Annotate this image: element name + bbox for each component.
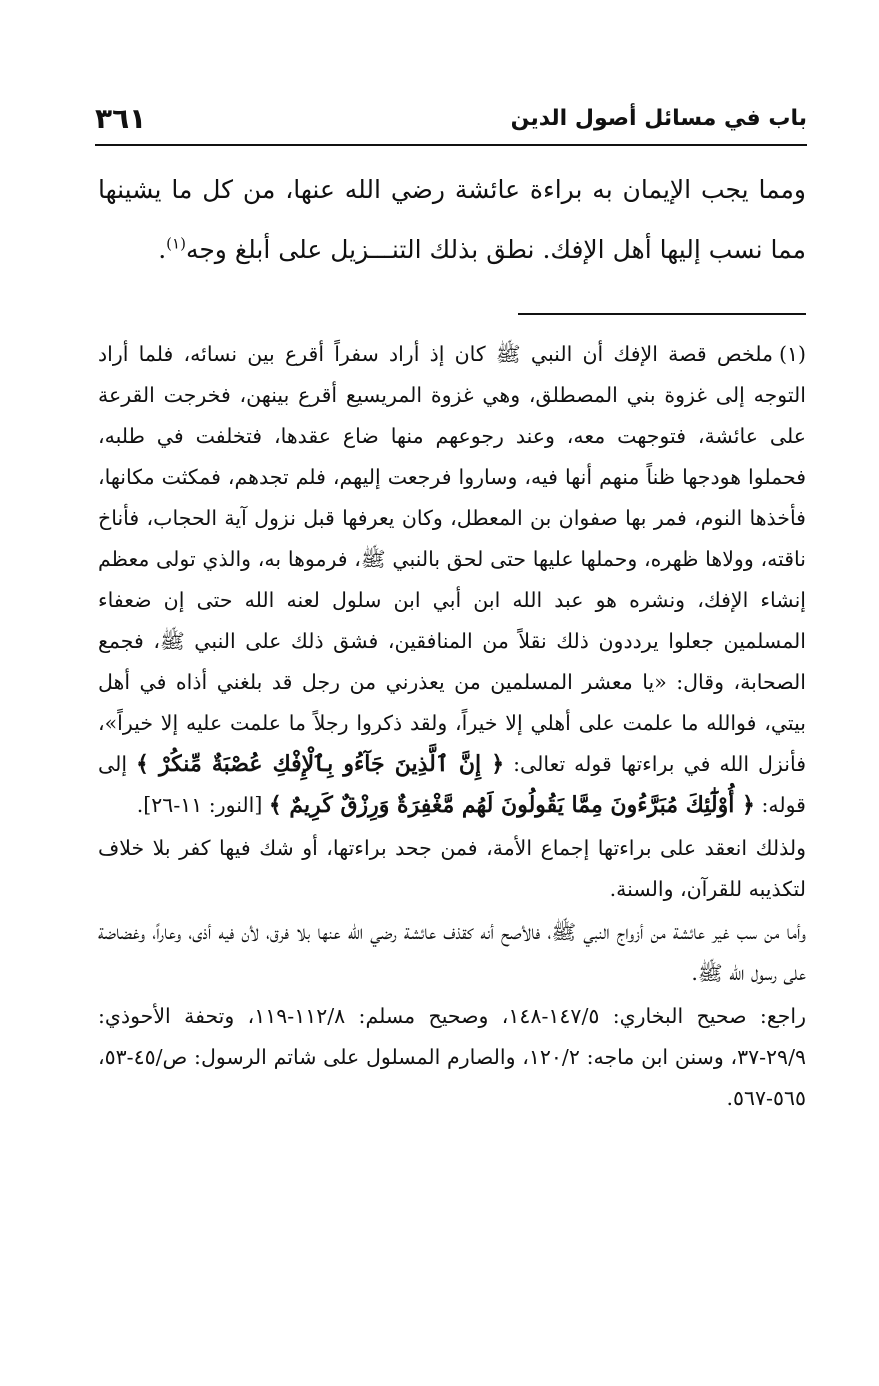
footnote-paragraph-2: ولذلك انعقد على براءتها إجماع الأمة، فمن جحد براءتها، أو شك فيها كفر بلا خلاف لتكذيبه للقرآن، والسنة. — [98, 836, 806, 901]
quran-verse-2: ﴿ أُوْلَٰٓئِكَ مُبَرَّءُونَ مِمَّا يَقُولُونَ لَهُم مَّغْفِرَةٌ وَرِزْقٌ كَرِيمٌ ﴾ — [268, 792, 755, 818]
chapter-title: باب في مسائل أصول الدين — [510, 106, 807, 131]
footnote-references: راجع: صحيح البخاري: ١٤٧/٥-١٤٨، وصحيح مسلم: ١١٢/٨-١١٩، وتحفة الأحوذي: ٢٩/٩-٣٧، وسنن ابن ماجه: ١٢٠/٢، والصارم المسلول على شاتم الرسول: ص/٤٥-٥٣، ٥٦٥-٥٦٧. — [98, 1004, 807, 1110]
footnote-number: (١) — [778, 342, 806, 366]
footnote-section — [98, 334, 806, 1119]
footnote-divider — [518, 313, 806, 315]
footnote-reference: (١) — [166, 234, 186, 253]
quran-citation: [النور: ١١-٢٦]. — [136, 793, 263, 817]
main-text — [98, 160, 806, 280]
header-divider — [95, 144, 807, 146]
main-paragraph-text: ومما يجب الإيمان به براءة عائشة رضي الله عنها، من كل ما يشينها مما نسب إليها أهل الإفك. نطق بذلك التنـــزيل على أبلغ وجه — [98, 175, 806, 264]
main-paragraph: ومما يجب الإيمان به براءة عائشة رضي الله عنها، من كل ما يشينها مما نسب إليها أهل الإفك. نطق بذلك التنـــزيل على أبلغ وجه$^{(١)}$. — [98, 175, 806, 264]
footnote-paragraph-1 — [98, 334, 806, 826]
page-number: ٣٦١ — [95, 102, 147, 135]
footnote-paragraph-3: وأما من سب غير عائشة من أزواج النبي ﷺ، فالأصح أنه كقذف عائشة رضي الله عنها بلا فرق، لأن فيه أذى، وعاراً، وغضاضة على رسول الله ﷺ. — [98, 920, 806, 985]
running-header — [95, 96, 807, 142]
quran-verse-1: ﴿ إِنَّ ٱلَّذِينَ جَآءُو بِٱلْإِفْكِ عُصْبَةٌ مِّنكُرْ ﴾ — [136, 751, 505, 777]
footnote-connector: إلى قوله: — [98, 752, 806, 817]
footnote-story-text: ملخص قصة الإفك أن النبي ﷺ كان إذ أراد سفراً أقرع بين نسائه، فلما أراد التوجه إلى غزوة بني المصطلق، وهي غزوة المريسيع أقرع بينهن، فخرجت القرعة على عائشة، فتوجهت معه، وعند رجوعهم منها ضاع عقدها، فتخلفت في طلبه، فحملوا هودجها ظناً منهم أنها فيه، وساروا فرجعت إليهم، فلم تجدهم، فمكثت مكانها، فأخذها النوم، فمر بها صفوان بن المعطل، وكان يعرفها قبل نزول آية الحجاب، فأناخ ناقته، وولاها ظهره، وحملها عليها حتى لحق بالنبي ﷺ، فرموها به، والذي تولى معظم إنشاء الإفك، ونشره هو عبد الله ابن أبي ابن سلول لعنه الله حتى إن ضعفاء المسلمين جعلوا يرددون ذلك نقلاً من المنافقين، فشق ذلك على النبي ﷺ، فجمع الصحابة، وقال: «يا معشر المسلمين من يعذرني من رجل قد بلغني أذاه في أهل بيتي، فوالله ما علمت على أهلي إلا خيراً، ولقد ذكروا رجلاً ما علمت عليه إلا خيراً»، فأنزل الله في براءتها قوله تعالى: — [98, 342, 806, 776]
